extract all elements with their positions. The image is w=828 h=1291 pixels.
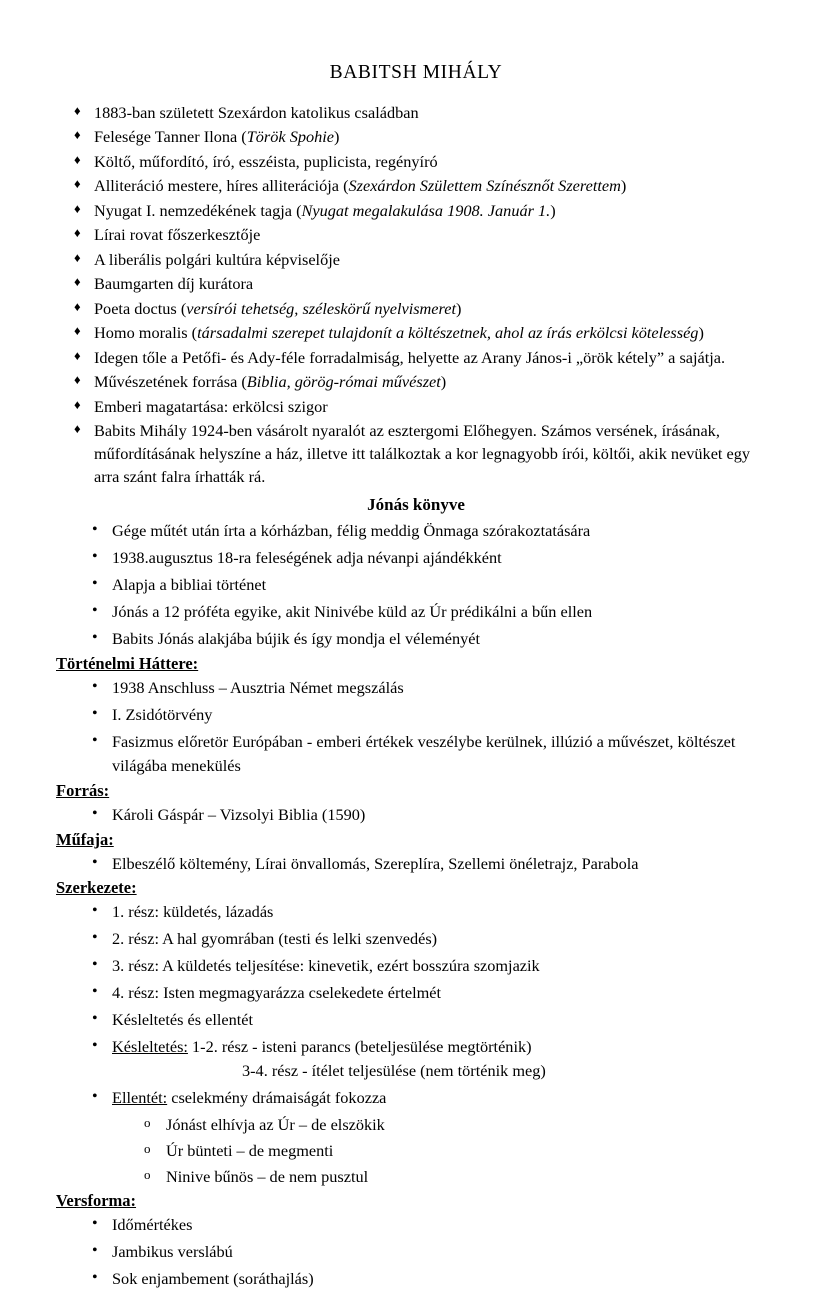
text-run: Nyugat I. nemzedékének tagja ( <box>94 200 302 220</box>
list-item <box>56 298 776 321</box>
heading-versforma: Versforma: <box>56 1190 137 1210</box>
text-run: Gége műtét után írta a kórházban, félig meddig Önmaga szórakoztatására <box>112 521 591 540</box>
biography-list <box>56 102 776 489</box>
text-run: Időmértékes <box>112 1214 193 1234</box>
text-run: Ellentét: <box>112 1088 168 1108</box>
text-run: 3. rész: A küldetés teljesítése: kinevetik, ezért bosszúra szomjazik <box>112 956 540 976</box>
list-item <box>56 1240 776 1264</box>
list-item <box>56 954 776 978</box>
italic-text: Szexárdon Születtem Színésznőt Szerettem <box>348 176 621 196</box>
text-run: Úr bünteti – de megmenti <box>166 1141 334 1161</box>
text-run: 2. rész: A hal gyomrában (testi és lelki szenvedés) <box>112 929 438 949</box>
list-item-keslelteteS <box>56 1035 776 1083</box>
text-run: Művészetének forrása ( <box>94 372 247 392</box>
text-run: Jambikus verslábú <box>112 1241 233 1261</box>
versform-list <box>56 1213 776 1291</box>
text-run: Ninive bűnös – de nem pusztul <box>166 1167 369 1187</box>
section-heading: Műfaja: <box>56 829 114 849</box>
list-item <box>56 703 776 727</box>
sections-container <box>56 654 776 876</box>
text-run: 1883-ban született Szexárdon katolikus családban <box>94 103 419 122</box>
text-run: Sok enjambement (soráthajlás) <box>112 1268 314 1288</box>
list-item <box>56 396 776 419</box>
list-item <box>56 927 776 951</box>
text-run: Elbeszélő költemény, Lírai önvallomás, Szereplíra, Szellemi önéletrajz, Parabola <box>112 853 639 873</box>
text-run: ) <box>550 200 556 220</box>
text-run: A liberális polgári kultúra képviselője <box>94 249 340 269</box>
list-item <box>56 175 776 198</box>
text-run: 1-2. rész - isteni parancs (beteljesülése megtörténik) <box>187 1037 532 1057</box>
italic-text: társadalmi szerepet tulajdonít a költészetnek, ahol az írás erkölcsi kötelesség <box>197 323 699 343</box>
text-run: Babits Mihály 1924-ben vásárolt nyaralót az esztergomi Előhegyen. Számos versének, írásának, műfordításának helyszíne a ház, illetve itt találkoztak a kor legnagyobb írói, költői, akik nevüket egy arra szánt falra írhatták rá. <box>94 421 751 487</box>
text-run: Károli Gáspár – Vizsolyi Biblia (1590) <box>112 804 366 824</box>
list-item <box>56 600 776 624</box>
text-run: Felesége Tanner Ilona ( <box>94 127 247 147</box>
continuation-line: 3-4. rész - ítélet teljesülése (nem történik meg) <box>242 1061 546 1081</box>
text-run: Baumgarten díj kurátora <box>94 274 254 294</box>
text-run: ) <box>698 323 704 343</box>
italic-text: Török Spohie <box>246 127 334 147</box>
text-run: Babits Jónás alakjába bújik és így mondja el véleményét <box>112 628 481 648</box>
text-run: Fasizmus előretör Európában - emberi értékek veszélybe kerülnek, illúzió a művészet, költészet világába menekülés <box>112 731 736 775</box>
list-item <box>56 126 776 149</box>
text-run: ) <box>334 127 340 147</box>
list-item <box>56 420 776 489</box>
text-run: Késleltetés és ellentét <box>112 1010 254 1030</box>
text-run: Homo moralis ( <box>94 323 198 343</box>
sub-list-item <box>56 1113 776 1137</box>
list-item <box>56 852 776 876</box>
text-run: Alapja a bibliai történet <box>112 574 267 594</box>
list-item <box>56 573 776 597</box>
heading-szerkezete: Szerkezete: <box>56 878 137 898</box>
sub-list-item <box>56 1139 776 1163</box>
italic-text: Nyugat megalakulása 1908. Január 1. <box>301 200 551 220</box>
list-item <box>56 322 776 345</box>
italic-text: Biblia, görög-római művészet <box>246 372 441 392</box>
list-item <box>56 900 776 924</box>
list-item <box>56 1008 776 1032</box>
list-item <box>56 102 776 125</box>
text-run: I. Zsidótörvény <box>112 704 213 724</box>
list-item <box>56 347 776 370</box>
text-run: 4. rész: Isten megmagyarázza cselekedete értelmét <box>112 983 442 1003</box>
list-item <box>56 1213 776 1237</box>
text-run: Lírai rovat főszerkesztője <box>94 225 261 245</box>
page-title: BABITSH MIHÁLY <box>329 62 503 83</box>
list-item <box>56 519 776 543</box>
text-run: Emberi magatartása: erkölcsi szigor <box>94 396 328 416</box>
text-run: ) <box>620 176 627 196</box>
text-run: Idegen tőle a Petőfi- és Ady-féle forradalmiság, helyette az Arany János-i „örök kétely” a sajátja. <box>94 347 726 367</box>
list-item <box>56 546 776 570</box>
list-item-ellentet <box>56 1086 776 1110</box>
text-run: Jónás a 12 próféta egyike, akit Ninivébe küld az Úr prédikálni a bűn ellen <box>112 601 593 621</box>
list-item <box>56 981 776 1005</box>
text-run: Alliteráció mestere, híres alliterációja ( <box>94 176 349 196</box>
text-run: Késleltetés: <box>112 1037 188 1057</box>
list-item <box>56 1267 776 1291</box>
list-item <box>56 200 776 223</box>
section-heading: Forrás: <box>56 780 110 800</box>
text-run: 1938 Anschluss – Ausztria Német megszálás <box>112 677 404 697</box>
list-item <box>56 249 776 272</box>
text-run: Jónást elhívja az Úr – de elszökik <box>166 1115 385 1135</box>
text-run: cselekmény drámaiságát fokozza <box>167 1088 387 1108</box>
list-item <box>56 803 776 827</box>
sub-list-item <box>56 1165 776 1189</box>
text-run: Poeta doctus ( <box>94 298 187 318</box>
list-item <box>56 151 776 174</box>
section-list <box>56 852 776 876</box>
section-list <box>56 803 776 827</box>
list-item <box>56 676 776 700</box>
contrast-sublist <box>56 1113 776 1189</box>
text-run: ) <box>440 372 447 392</box>
list-item <box>56 273 776 296</box>
text-run: 1. rész: küldetés, lázadás <box>112 902 274 922</box>
list-item <box>56 730 776 778</box>
text-run: 1938.augusztus 18-ra feleségének adja névanpi ajándékként <box>112 547 502 567</box>
list-item <box>56 371 776 394</box>
text-run: Költő, műfordító, író, esszéista, puplicista, regényíró <box>94 151 438 171</box>
section-list <box>56 676 776 778</box>
italic-text: versírói tehetség, széleskörű nyelvismeret <box>186 298 457 318</box>
section-heading: Történelmi Háttere: <box>56 653 199 673</box>
work-title: Jónás könyve <box>367 495 465 514</box>
list-item <box>56 224 776 247</box>
text-run: ) <box>456 298 462 318</box>
structure-list <box>56 900 776 1188</box>
list-item <box>56 627 776 651</box>
work-list <box>56 519 776 651</box>
